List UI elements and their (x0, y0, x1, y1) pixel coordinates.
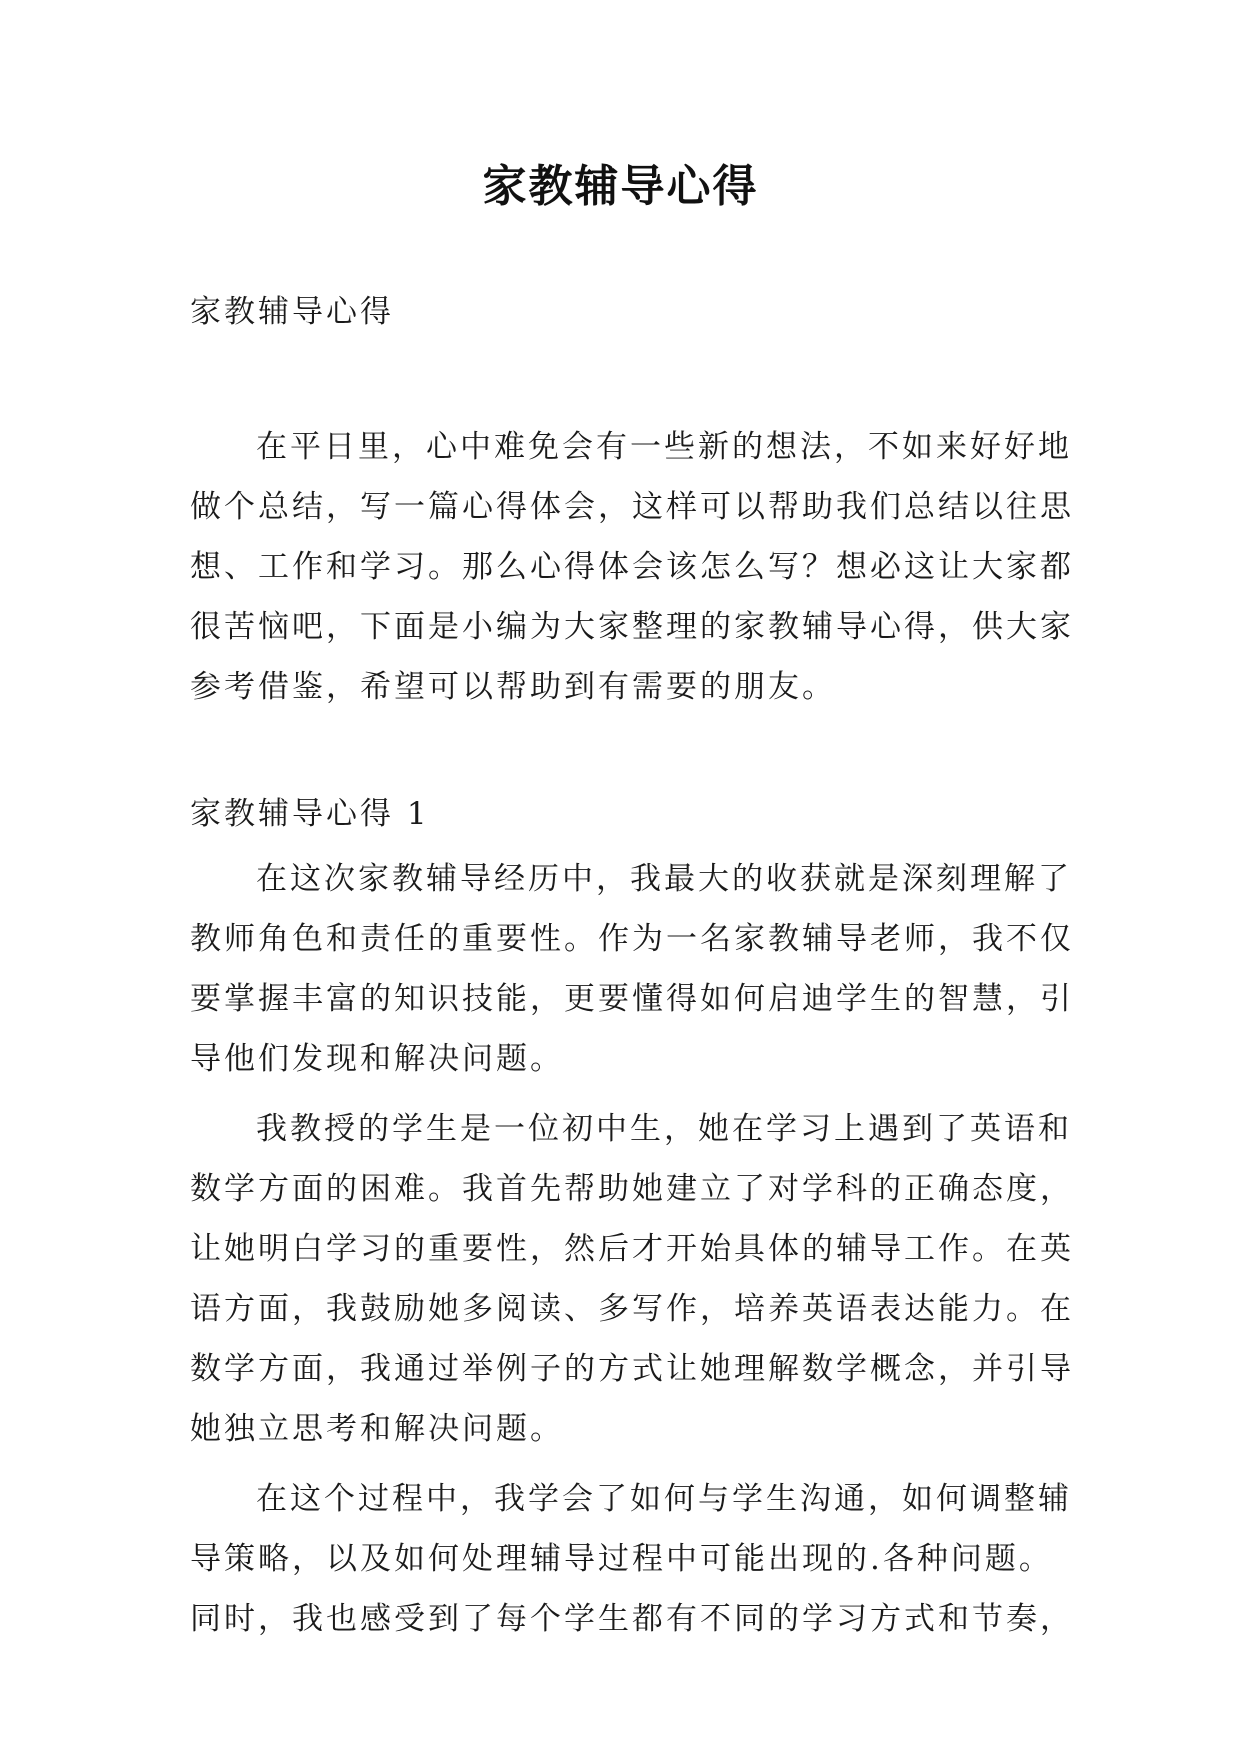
paragraph-line: 语方面，我鼓励她多阅读、多写作，培养英语表达能力。在 (190, 1291, 1074, 1327)
section-heading: 家教辅导心得 1 (190, 796, 430, 832)
document-subtitle: 家教辅导心得 (190, 294, 394, 330)
section1-paragraph-2 (190, 1099, 1074, 1459)
paragraph-line: 同时，我也感受到了每个学生都有不同的学习方式和节奏， (190, 1601, 1074, 1637)
paragraph-line: 在这次家教辅导经历中，我最大的收获就是深刻理解了 (256, 861, 1072, 897)
paragraph-line: 导策略，以及如何处理辅导过程中可能出现的.各种问题。 (190, 1541, 1053, 1577)
intro-line: 很苦恼吧，下面是小编为大家整理的家教辅导心得，供大家 (190, 609, 1074, 645)
intro-line: 想、工作和学习。那么心得体会该怎么写？想必这让大家都 (190, 549, 1074, 585)
paragraph-line: 导他们发现和解决问题。 (190, 1041, 564, 1077)
intro-line: 做个总结，写一篇心得体会，这样可以帮助我们总结以往思 (190, 489, 1074, 525)
paragraph-line: 在这个过程中，我学会了如何与学生沟通，如何调整辅 (256, 1481, 1072, 1517)
paragraph-line: 教师角色和责任的重要性。作为一名家教辅导老师，我不仅 (190, 921, 1074, 957)
intro-line: 在平日里，心中难免会有一些新的想法，不如来好好地 (256, 429, 1072, 465)
intro-line: 参考借鉴，希望可以帮助到有需要的朋友。 (190, 669, 836, 705)
paragraph-line: 我教授的学生是一位初中生，她在学习上遇到了英语和 (256, 1111, 1072, 1147)
intro-paragraph (190, 417, 1074, 717)
paragraph-line: 让她明白学习的重要性，然后才开始具体的辅导工作。在英 (190, 1231, 1074, 1267)
paragraph-line: 数学方面，我通过举例子的方式让她理解数学概念，并引导 (190, 1351, 1074, 1387)
document-body (190, 287, 1074, 1649)
paragraph-line: 数学方面的困难。我首先帮助她建立了对学科的正确态度， (190, 1171, 1074, 1207)
section1-paragraph-1 (190, 849, 1074, 1089)
document-title: 家教辅导心得 (482, 161, 759, 212)
paragraph-line: 她独立思考和解决问题。 (190, 1411, 564, 1447)
paragraph-line: 要掌握丰富的知识技能，更要懂得如何启迪学生的智慧，引 (190, 981, 1074, 1017)
section1-paragraph-3 (190, 1469, 1074, 1649)
